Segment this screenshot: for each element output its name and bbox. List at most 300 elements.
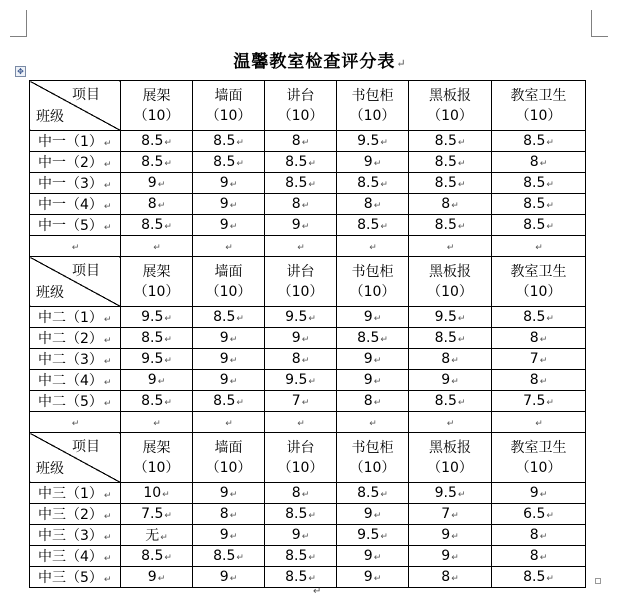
score-cell[interactable] <box>337 307 409 328</box>
column-name: 教室卫生 <box>510 439 567 456</box>
empty-cell[interactable] <box>409 412 492 433</box>
paragraph-mark: ↵ <box>546 222 554 232</box>
score-cell[interactable] <box>337 152 409 173</box>
column-max-score: （10） <box>427 283 473 300</box>
score-value: 8 <box>529 548 539 564</box>
column-header[interactable] <box>337 81 409 131</box>
paragraph-mark: ↵ <box>236 138 244 148</box>
column-max-score: （10） <box>277 283 324 300</box>
score-cell[interactable] <box>337 483 409 504</box>
header-item-label: 项目 <box>72 263 100 279</box>
table-resize-handle-icon[interactable] <box>595 578 601 584</box>
paragraph-mark: ↵ <box>380 222 388 232</box>
title-text: 温馨教室检查评分表 <box>233 52 396 72</box>
score-cell[interactable] <box>337 525 409 546</box>
score-value: 8 <box>529 154 539 170</box>
paragraph-mark: ↵ <box>164 356 172 366</box>
score-cell[interactable] <box>492 349 586 370</box>
column-name: 讲台 <box>286 439 315 456</box>
score-cell[interactable] <box>409 307 492 328</box>
paragraph-mark: ↵ <box>229 222 238 232</box>
score-cell[interactable] <box>121 131 193 152</box>
column-max-score: （10） <box>427 107 473 124</box>
score-cell[interactable] <box>193 173 265 194</box>
score-value: 9 <box>363 309 373 325</box>
score-value: 9 <box>363 154 373 170</box>
score-cell[interactable] <box>193 349 265 370</box>
paragraph-mark: ↵ <box>236 314 244 324</box>
paragraph-mark: ↵ <box>297 419 305 429</box>
score-cell[interactable] <box>265 567 337 588</box>
paragraph-mark: ↵ <box>539 335 548 345</box>
column-header[interactable] <box>492 433 586 483</box>
score-value: 8.5 <box>523 569 546 585</box>
score-cell[interactable] <box>492 504 586 525</box>
score-cell[interactable] <box>265 483 337 504</box>
header-row <box>30 257 586 307</box>
table-row <box>30 483 586 504</box>
score-cell[interactable] <box>409 567 492 588</box>
empty-cell[interactable] <box>121 412 193 433</box>
score-value: 8 <box>441 351 451 367</box>
score-cell[interactable] <box>337 328 409 349</box>
empty-cell[interactable] <box>30 236 121 257</box>
column-header[interactable] <box>121 257 193 307</box>
score-cell[interactable] <box>337 391 409 412</box>
score-value: 无 <box>145 528 160 544</box>
column-max-score: （10） <box>277 107 324 124</box>
column-max-score: （10） <box>515 283 562 300</box>
score-value: 8.5 <box>141 217 164 233</box>
column-header[interactable] <box>337 433 409 483</box>
header-row <box>30 433 586 483</box>
score-cell[interactable] <box>492 483 586 504</box>
class-name-cell[interactable] <box>30 483 121 504</box>
score-cell[interactable] <box>409 328 492 349</box>
score-cell[interactable] <box>193 131 265 152</box>
class-name: 中一（4） <box>38 197 103 213</box>
column-max-score: （10） <box>349 283 396 300</box>
score-value: 8.5 <box>213 309 236 325</box>
paragraph-mark: ↵ <box>164 222 172 232</box>
score-cell[interactable] <box>492 391 586 412</box>
column-header[interactable] <box>121 433 193 483</box>
column-max-score: （10） <box>133 283 180 300</box>
class-name: 中三（1） <box>38 486 103 502</box>
paragraph-mark: ↵ <box>457 490 466 500</box>
score-cell[interactable] <box>265 307 337 328</box>
paragraph-mark: ↵ <box>546 511 554 521</box>
score-value: 8 <box>291 485 301 501</box>
table-row <box>30 173 586 194</box>
score-value: 9 <box>147 175 157 191</box>
class-name-cell[interactable] <box>30 370 121 391</box>
column-header[interactable] <box>409 257 492 307</box>
paragraph-mark: ↵ <box>546 138 554 148</box>
score-cell[interactable] <box>409 349 492 370</box>
score-cell[interactable] <box>121 152 193 173</box>
paragraph-mark: ↵ <box>103 315 112 325</box>
diagonal-header-cell[interactable] <box>30 257 121 307</box>
paragraph-mark: ↵ <box>446 243 455 253</box>
score-cell[interactable] <box>193 525 265 546</box>
empty-cell[interactable] <box>193 236 265 257</box>
paragraph-mark: ↵ <box>373 201 382 211</box>
class-name: 中三（4） <box>38 549 103 565</box>
score-value: 8.5 <box>213 393 236 409</box>
paragraph-mark: ↵ <box>373 553 382 563</box>
paragraph-mark: ↵ <box>535 419 543 429</box>
diagonal-header-cell[interactable] <box>30 433 121 483</box>
paragraph-mark: ↵ <box>301 201 310 211</box>
table-row <box>30 370 586 391</box>
paragraph-mark: ↵ <box>229 490 238 500</box>
column-header[interactable] <box>265 81 337 131</box>
score-cell[interactable] <box>492 131 586 152</box>
score-cell[interactable] <box>265 525 337 546</box>
score-value: 9 <box>529 485 539 501</box>
paragraph-mark: ↵ <box>301 532 310 542</box>
score-cell[interactable] <box>121 525 193 546</box>
paragraph-mark: ↵ <box>103 512 112 522</box>
score-cell[interactable] <box>337 370 409 391</box>
score-value: 8.5 <box>141 154 164 170</box>
score-value: 8.5 <box>285 569 308 585</box>
score-value: 8 <box>291 351 301 367</box>
column-header[interactable] <box>337 257 409 307</box>
score-cell[interactable] <box>492 328 586 349</box>
score-cell[interactable] <box>409 131 492 152</box>
score-cell[interactable] <box>492 194 586 215</box>
paragraph-mark: ↵ <box>451 574 459 584</box>
score-cell[interactable] <box>121 194 193 215</box>
diagonal-header-cell[interactable] <box>30 81 121 131</box>
score-value: 9 <box>363 569 373 585</box>
score-value: 6.5 <box>523 506 546 522</box>
empty-cell[interactable] <box>193 412 265 433</box>
score-cell[interactable] <box>121 349 193 370</box>
score-cell[interactable] <box>121 504 193 525</box>
class-name: 中二（3） <box>38 352 103 368</box>
paragraph-mark: ↵ <box>451 356 459 366</box>
score-value: 8.5 <box>434 330 457 346</box>
paragraph-mark: ↵ <box>153 419 161 429</box>
paragraph-mark: ↵ <box>225 419 233 429</box>
score-cell[interactable] <box>121 307 193 328</box>
class-name-cell[interactable] <box>30 504 121 525</box>
class-name: 中二（1） <box>38 310 103 326</box>
paragraph-mark: ↵ <box>373 398 382 408</box>
score-cell[interactable] <box>265 173 337 194</box>
table-move-handle-icon[interactable]: ✥ <box>15 66 26 77</box>
empty-cell[interactable] <box>492 236 586 257</box>
empty-cell[interactable] <box>337 412 409 433</box>
column-name: 墙面 <box>214 439 243 456</box>
column-header[interactable] <box>409 433 492 483</box>
score-cell[interactable] <box>193 152 265 173</box>
score-cell[interactable] <box>409 370 492 391</box>
score-cell[interactable] <box>121 567 193 588</box>
table-row <box>30 525 586 546</box>
score-value: 8.5 <box>213 548 236 564</box>
paragraph-mark: ↵ <box>373 314 382 324</box>
score-cell[interactable] <box>121 391 193 412</box>
score-value: 8 <box>529 372 539 388</box>
paragraph-mark: ↵ <box>301 398 310 408</box>
score-value: 9 <box>219 175 229 191</box>
score-cell[interactable] <box>265 194 337 215</box>
score-cell[interactable] <box>265 215 337 236</box>
table-row <box>30 194 586 215</box>
empty-cell[interactable] <box>265 412 337 433</box>
column-max-score: （10） <box>427 459 473 476</box>
score-value: 8 <box>219 506 229 522</box>
class-name-cell[interactable] <box>30 194 121 215</box>
score-value: 9 <box>219 569 229 585</box>
table-row <box>30 567 586 588</box>
score-value: 9.5 <box>285 309 308 325</box>
paragraph-mark: ↵ <box>297 243 305 253</box>
score-cell[interactable] <box>337 349 409 370</box>
paragraph-mark: ↵ <box>451 511 459 521</box>
score-cell[interactable] <box>409 215 492 236</box>
paragraph-mark: ↵ <box>373 377 382 387</box>
paragraph-mark: ↵ <box>373 356 382 366</box>
paragraph-mark: ↵ <box>308 180 316 190</box>
paragraph-mark: ↵ <box>164 138 172 148</box>
class-name-cell[interactable] <box>30 525 121 546</box>
score-value: 8 <box>291 133 301 149</box>
score-cell[interactable] <box>193 567 265 588</box>
score-value: 8.5 <box>357 217 380 233</box>
class-name-cell[interactable] <box>30 391 121 412</box>
paragraph-mark: ↵ <box>160 533 168 543</box>
score-value: 9 <box>363 506 373 522</box>
score-cell[interactable] <box>409 546 492 567</box>
paragraph-mark: ↵ <box>229 574 238 584</box>
score-cell[interactable] <box>265 328 337 349</box>
table-row <box>30 215 586 236</box>
paragraph-mark: ↵ <box>71 419 80 429</box>
empty-cell[interactable] <box>265 236 337 257</box>
score-cell[interactable] <box>409 194 492 215</box>
paragraph-mark: ↵ <box>236 159 244 169</box>
class-name: 中三（5） <box>38 570 103 586</box>
header-class-label: 班级 <box>36 285 64 301</box>
paragraph-mark: ↵ <box>308 511 316 521</box>
paragraph-mark: ↵ <box>457 398 466 408</box>
score-value: 8.5 <box>523 175 546 191</box>
score-cell[interactable] <box>409 483 492 504</box>
score-value: 8 <box>363 196 373 212</box>
score-value: 9 <box>219 330 229 346</box>
paragraph-mark: ↵ <box>369 419 377 429</box>
score-value: 8.5 <box>357 330 380 346</box>
score-cell[interactable] <box>492 215 586 236</box>
empty-cell[interactable] <box>409 236 492 257</box>
score-cell[interactable] <box>265 391 337 412</box>
score-value: 7 <box>441 506 451 522</box>
column-name: 书包柜 <box>351 439 394 456</box>
score-value: 9.5 <box>357 527 380 543</box>
class-name-cell[interactable] <box>30 349 121 370</box>
score-cell[interactable] <box>121 370 193 391</box>
score-cell[interactable] <box>409 504 492 525</box>
column-header[interactable] <box>409 81 492 131</box>
class-name-cell[interactable] <box>30 173 121 194</box>
score-cell[interactable] <box>409 525 492 546</box>
paragraph-mark: ↵ <box>164 511 172 521</box>
paragraph-mark: ↵ <box>535 243 543 253</box>
empty-cell[interactable] <box>492 412 586 433</box>
paragraph-mark: ↵ <box>164 159 172 169</box>
header-item-label: 项目 <box>72 87 100 103</box>
score-cell[interactable] <box>337 546 409 567</box>
score-cell[interactable] <box>121 546 193 567</box>
score-cell[interactable] <box>193 328 265 349</box>
class-name: 中一（2） <box>38 155 103 171</box>
class-name-cell[interactable] <box>30 567 121 588</box>
class-name: 中二（4） <box>38 373 103 389</box>
paragraph-mark: ↵ <box>236 553 244 563</box>
paragraph-mark: ↵ <box>103 202 112 212</box>
score-cell[interactable] <box>193 215 265 236</box>
score-value: 8.5 <box>434 217 457 233</box>
score-value: 9 <box>291 217 301 233</box>
paragraph-mark: ↵ <box>157 574 166 584</box>
paragraph-mark: ↵ <box>539 159 548 169</box>
paragraph-mark: ↵ <box>313 586 322 597</box>
paragraph-mark: ↵ <box>229 335 238 345</box>
paragraph-mark: ↵ <box>301 490 310 500</box>
score-cell[interactable] <box>193 504 265 525</box>
paragraph-mark: ↵ <box>308 314 316 324</box>
class-name-cell[interactable] <box>30 307 121 328</box>
column-header[interactable] <box>492 257 586 307</box>
column-header[interactable] <box>492 81 586 131</box>
score-cell[interactable] <box>121 173 193 194</box>
score-cell[interactable] <box>492 567 586 588</box>
score-cell[interactable] <box>121 215 193 236</box>
empty-cell[interactable] <box>121 236 193 257</box>
score-cell[interactable] <box>193 546 265 567</box>
column-name: 讲台 <box>286 263 315 280</box>
score-cell[interactable] <box>492 370 586 391</box>
column-max-score: （10） <box>277 459 324 476</box>
score-cell[interactable] <box>337 131 409 152</box>
empty-cell[interactable] <box>30 412 121 433</box>
column-header[interactable] <box>193 81 265 131</box>
column-header[interactable] <box>193 433 265 483</box>
column-name: 教室卫生 <box>510 87 567 104</box>
column-name: 黑板报 <box>429 87 471 104</box>
paragraph-mark: ↵ <box>153 243 161 253</box>
class-name: 中二（5） <box>38 394 103 410</box>
paragraph-mark: ↵ <box>229 201 238 211</box>
score-cell[interactable] <box>409 152 492 173</box>
score-cell[interactable] <box>337 504 409 525</box>
paragraph-mark: ↵ <box>236 398 244 408</box>
score-value: 9.5 <box>141 351 164 367</box>
score-value: 8.5 <box>141 393 164 409</box>
score-cell[interactable] <box>337 173 409 194</box>
score-value: 8.5 <box>357 175 380 191</box>
paragraph-mark: ↵ <box>103 223 112 233</box>
score-value: 8.5 <box>434 154 457 170</box>
score-cell[interactable] <box>193 194 265 215</box>
score-cell[interactable] <box>265 131 337 152</box>
score-cell[interactable] <box>409 391 492 412</box>
paragraph-mark: ↵ <box>446 419 455 429</box>
score-cell[interactable] <box>193 391 265 412</box>
score-value: 8.5 <box>213 133 236 149</box>
score-cell[interactable] <box>492 173 586 194</box>
column-header[interactable] <box>265 433 337 483</box>
column-max-score: （10） <box>133 107 180 124</box>
column-header[interactable] <box>121 81 193 131</box>
column-name: 黑板报 <box>429 439 471 456</box>
score-value: 9.5 <box>434 485 457 501</box>
column-header[interactable] <box>193 257 265 307</box>
score-cell[interactable] <box>193 483 265 504</box>
score-value: 8.5 <box>285 175 308 191</box>
class-name-cell[interactable] <box>30 215 121 236</box>
score-cell[interactable] <box>492 546 586 567</box>
score-value: 8.5 <box>141 133 164 149</box>
paragraph-mark: ↵ <box>539 490 548 500</box>
column-header[interactable] <box>265 257 337 307</box>
score-cell[interactable] <box>193 307 265 328</box>
paragraph-mark: ↵ <box>308 574 316 584</box>
score-value: 8 <box>529 527 539 543</box>
class-name-cell[interactable] <box>30 152 121 173</box>
score-value: 9 <box>219 372 229 388</box>
score-cell[interactable] <box>492 525 586 546</box>
score-cell[interactable] <box>193 370 265 391</box>
column-name: 展架 <box>142 87 171 104</box>
score-cell[interactable] <box>409 173 492 194</box>
class-name-cell[interactable] <box>30 131 121 152</box>
column-max-score: （10） <box>515 459 562 476</box>
score-cell[interactable] <box>121 328 193 349</box>
class-name-cell[interactable] <box>30 546 121 567</box>
paragraph-mark: ↵ <box>301 356 310 366</box>
paragraph-mark: ↵ <box>103 336 112 346</box>
score-value: 8 <box>441 196 451 212</box>
score-cell[interactable] <box>265 504 337 525</box>
score-cell[interactable] <box>265 370 337 391</box>
score-cell[interactable] <box>492 152 586 173</box>
score-cell[interactable] <box>265 152 337 173</box>
score-cell[interactable] <box>265 546 337 567</box>
paragraph-mark: ↵ <box>546 314 554 324</box>
spacer-row <box>30 412 586 433</box>
paragraph-mark: ↵ <box>162 490 170 500</box>
score-cell[interactable] <box>337 567 409 588</box>
score-value: 10 <box>143 485 162 501</box>
score-value: 9 <box>363 372 373 388</box>
header-class-label: 班级 <box>36 109 64 125</box>
score-cell[interactable] <box>337 194 409 215</box>
table-row <box>30 152 586 173</box>
score-cell[interactable] <box>265 349 337 370</box>
empty-cell[interactable] <box>337 236 409 257</box>
class-name-cell[interactable] <box>30 328 121 349</box>
score-cell[interactable] <box>492 307 586 328</box>
score-value: 7.5 <box>523 393 546 409</box>
score-cell[interactable] <box>337 215 409 236</box>
score-cell[interactable] <box>121 483 193 504</box>
